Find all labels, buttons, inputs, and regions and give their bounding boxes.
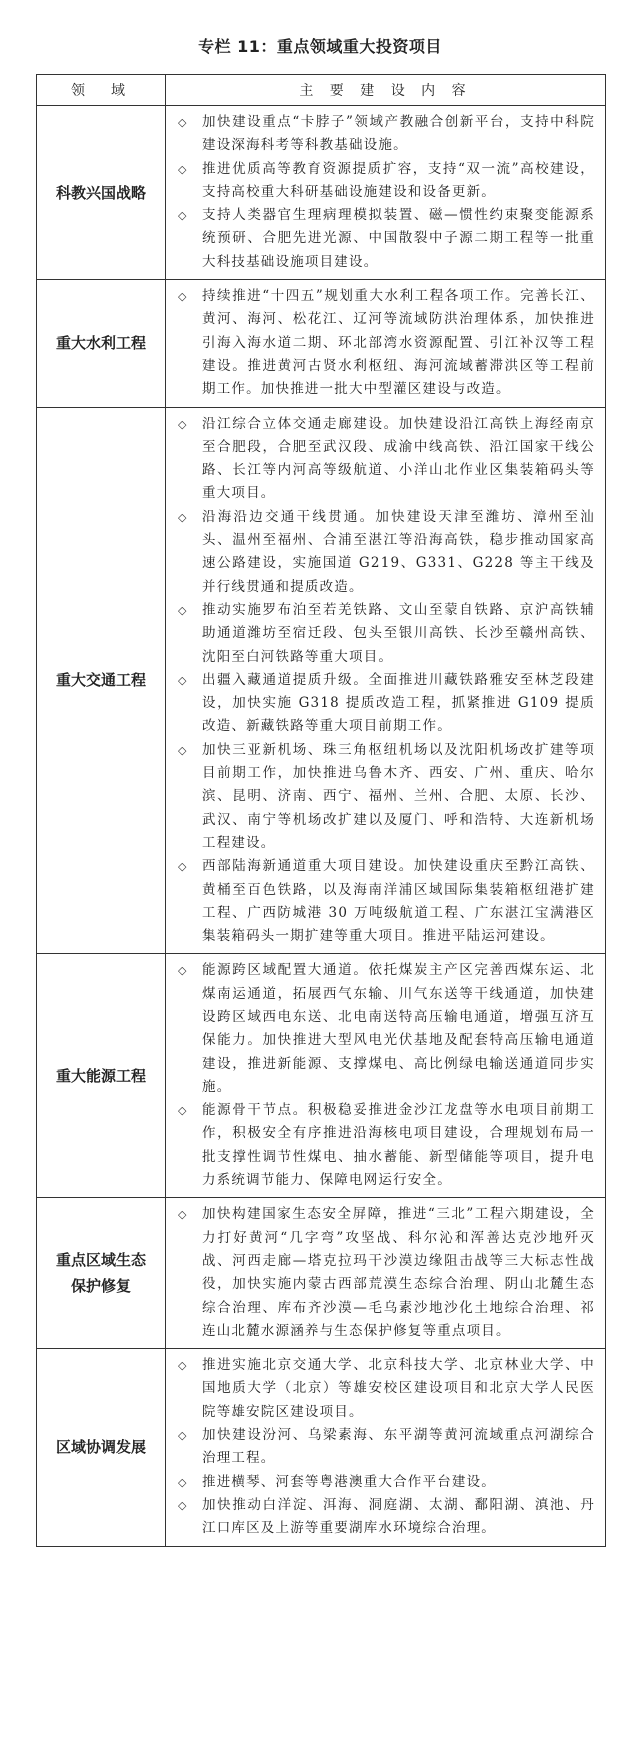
- table-row: [37, 106, 606, 280]
- list-item-text: 推进优质高等教育资源提质扩容，支持“双一流”高校建设，支持高校重大科研基础设施建设和设备更新。: [202, 160, 595, 200]
- list-item: [174, 669, 595, 739]
- list-item-text: 出疆入藏通道提质升级。全面推进川藏铁路雅安至林芝段建设，加快实施 G318 提质改造工程，抓紧推进 G109 提质改造、新藏铁路等重大项目前期工作。: [202, 671, 595, 735]
- list-item: [174, 1099, 595, 1192]
- list-item: [174, 1494, 595, 1541]
- header-content: 主 要 建 设 内 容: [166, 75, 606, 106]
- table-row: [37, 1198, 606, 1349]
- list-item: [174, 739, 595, 855]
- list-item-text: 西部陆海新通道重大项目建设。加快建设重庆至黔江高铁、黄桶至百色铁路，以及海南洋浦区域国际集装箱枢纽港扩建工程、广西防城港 30 万吨级航道工程、广东湛江宝满港区集装箱码头一期扩建等重大项目。推进平陆运河建设。: [202, 858, 595, 945]
- list-item-text: 推动实施罗布泊至若羌铁路、文山至蒙自铁路、京沪高铁辅助通道潍坊至宿迁段、包头至银川高铁、长沙至赣州高铁、沈阳至白河铁路等重大项目。: [202, 601, 595, 665]
- list-item-text: 加快建设重点“卡脖子”领域产教融合创新平台，支持中科院建设深海科考等科教基础设施。: [202, 114, 595, 154]
- field-label-line: 保护修复: [70, 1277, 131, 1296]
- field-cell: [37, 407, 166, 954]
- list-item-text: 加快建设汾河、乌梁素海、东平湖等黄河流域重点河湖综合治理工程。: [202, 1427, 595, 1467]
- content-list: [174, 111, 595, 274]
- field-label: 重大能源工程: [55, 1066, 146, 1085]
- field-cell: [37, 954, 166, 1198]
- content-cell: [166, 106, 606, 280]
- table-caption: 专栏 11：重点领域重大投资项目: [198, 37, 442, 56]
- diamond-bullet-icon: ◇: [178, 673, 188, 687]
- field-label: 重大水利工程: [55, 334, 146, 353]
- content-list: [174, 285, 595, 401]
- list-item: [174, 1203, 595, 1343]
- diamond-bullet-icon: ◇: [178, 860, 188, 874]
- list-item: [174, 1424, 595, 1471]
- table-header-row: [37, 75, 606, 106]
- list-item: [174, 506, 595, 599]
- list-item-text: 能源骨干节点。积极稳妥推进金沙江龙盘等水电项目前期工作，积极安全有序推进沿海核电项目建设，合理规划布局一批支撑性调节性煤电、抽水蓄能、新型储能等项目，提升电力系统调节能力、保障电网运行安全。: [202, 1102, 595, 1189]
- diamond-bullet-icon: ◇: [178, 510, 188, 524]
- list-item: [174, 204, 595, 274]
- header-field: 领 域: [37, 75, 166, 106]
- field-label: 重大交通工程: [55, 671, 146, 690]
- field-cell: [37, 1198, 166, 1349]
- list-item-text: 能源跨区域配置大通道。依托煤炭主产区完善西煤东运、北煤南运通道，拓展西气东输、川气东送等干线通道，加快建设跨区域西电东送、北电南送特高压输电通道，增强互济互保能力。加快推进大型风电光伏基地及配套特高压输电通道建设，推进新能源、支撑煤电、高比例绿电输送通道同步实施。: [202, 962, 595, 1095]
- list-item: [174, 599, 595, 669]
- list-item-text: 加快三亚新机场、珠三角枢纽机场以及沈阳机场改扩建等项目前期工作，加快推进乌鲁木齐、西安、广州、重庆、哈尔滨、昆明、济南、西宁、福州、兰州、合肥、太原、长沙、武汉、南宁等机场改扩建以及厦门、呼和浩特、大连新机场工程建设。: [202, 741, 595, 851]
- list-item: [174, 413, 595, 506]
- list-item: [174, 158, 595, 205]
- table-row: [37, 280, 606, 407]
- list-item-text: 沿海沿边交通干线贯通。加快建设天津至潍坊、漳州至汕头、温州至福州、合浦至湛江等沿海高铁，稳步推动国家高速公路建设，实施国道 G219、G331、G228 等主干线及并行线贯通和提质改造。: [202, 508, 595, 595]
- diamond-bullet-icon: ◇: [178, 162, 188, 176]
- table-row: [37, 954, 606, 1198]
- investment-projects-table: [36, 74, 606, 1547]
- list-item-text: 加快构建国家生态安全屏障，推进“三北”工程六期建设，全力打好黄河“几字弯”攻坚战、科尔沁和浑善达克沙地歼灭战、河西走廊—塔克拉玛干沙漠边缘阻击战等三大标志性战役，加快实施内蒙古西部荒漠生态综合治理、阴山北麓生态综合治理、库布齐沙漠—毛乌素沙地沙化土地综合治理、祁连山北麓水源涵养与生态保护修复等重点项目。: [202, 1206, 595, 1339]
- content-cell: [166, 280, 606, 407]
- content-cell: [166, 1198, 606, 1349]
- diamond-bullet-icon: ◇: [178, 1104, 188, 1118]
- diamond-bullet-icon: ◇: [178, 1475, 188, 1489]
- content-list: [174, 413, 595, 949]
- diamond-bullet-icon: ◇: [178, 290, 188, 304]
- field-cell: [37, 1349, 166, 1546]
- field-cell: [37, 280, 166, 407]
- content-list: [174, 959, 595, 1192]
- diamond-bullet-icon: ◇: [178, 1208, 188, 1222]
- list-item: [174, 111, 595, 158]
- list-item-text: 支持人类器官生理病理模拟装置、磁—惯性约束聚变能源系统预研、合肥先进光源、中国散裂中子源二期工程等一批重大科技基础设施项目建设。: [202, 207, 595, 270]
- list-item-text: 持续推进“十四五”规划重大水利工程各项工作。完善长江、黄河、海河、松花江、辽河等流域防洪治理体系，加快推进引海入海水道二期、环北部湾水资源配置、引江补汉等工程建设。推进黄河古贤水利枢纽、海河流域蓄滞洪区等工程前期工作。加快推进一批大中型灌区建设与改造。: [202, 288, 595, 398]
- table-row: [37, 407, 606, 954]
- diamond-bullet-icon: ◇: [178, 1359, 188, 1373]
- content-cell: [166, 1349, 606, 1546]
- content-cell: [166, 407, 606, 954]
- diamond-bullet-icon: ◇: [178, 116, 188, 129]
- content-list: [174, 1203, 595, 1343]
- diamond-bullet-icon: ◇: [178, 417, 188, 431]
- field-cell: [37, 106, 166, 280]
- table-body: [37, 106, 606, 1547]
- field-label: 区域协调发展: [55, 1438, 146, 1457]
- diamond-bullet-icon: ◇: [178, 603, 188, 617]
- content-cell: [166, 954, 606, 1198]
- diamond-bullet-icon: ◇: [178, 743, 188, 757]
- list-item-text: 沿江综合立体交通走廊建设。加快建设沿江高铁上海经南京至合肥段，合肥至武汉段、成渝中线高铁、沿江国家干线公路、长江等内河高等级航道、小洋山北作业区集装箱码头等重大项目。: [202, 415, 595, 502]
- list-item: [174, 1471, 595, 1494]
- diamond-bullet-icon: ◇: [178, 1429, 188, 1443]
- list-item: [174, 855, 595, 948]
- diamond-bullet-icon: ◇: [178, 1498, 188, 1512]
- list-item-text: 加快推动白洋淀、洱海、洞庭湖、太湖、鄱阳湖、滇池、丹江口库区及上游等重要湖库水环境综合治理。: [202, 1496, 595, 1537]
- list-item: [174, 285, 595, 401]
- list-item: [174, 1354, 595, 1424]
- list-item-text: 推进实施北京交通大学、北京科技大学、北京林业大学、中国地质大学（北京）等雄安校区建设项目和北京大学人民医院等雄安院区建设项目。: [202, 1357, 595, 1420]
- diamond-bullet-icon: ◇: [178, 964, 188, 978]
- field-label: 科教兴国战略: [55, 183, 146, 202]
- table-row: [37, 1349, 606, 1546]
- list-item-text: 推进横琴、河套等粤港澳重大合作平台建设。: [202, 1473, 496, 1490]
- list-item: [174, 959, 595, 1099]
- field-label-line: 重点区域生态: [55, 1251, 146, 1270]
- diamond-bullet-icon: ◇: [178, 209, 188, 223]
- content-list: [174, 1354, 595, 1540]
